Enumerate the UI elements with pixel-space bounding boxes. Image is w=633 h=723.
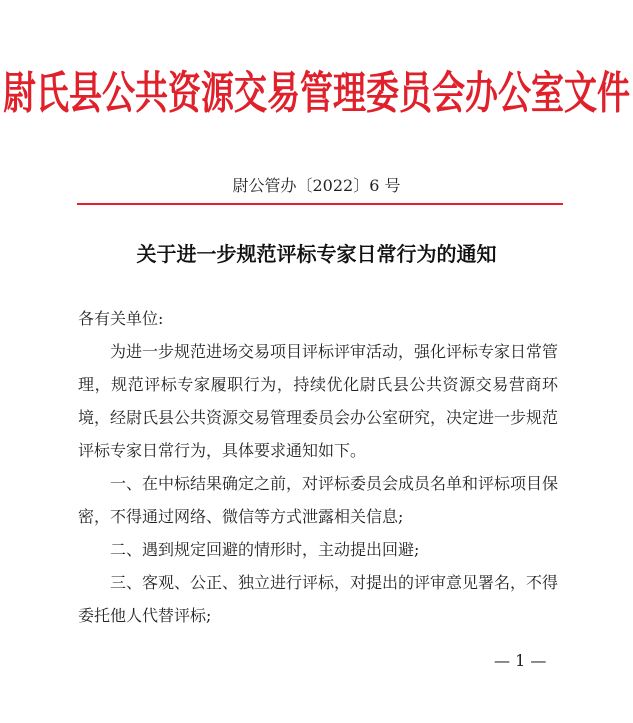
paragraph-item-2: 二、遇到规定回避的情形时，主动提出回避; [110, 540, 420, 559]
salutation: 各有关单位: [78, 309, 164, 328]
paragraph-intro: 为进一步规范进场交易项目评标评审活动，强化评标专家日常管理，规范评标专家履职行为，持续优化尉氏县公共资源交易营商环境，经尉氏县公共资源交易管理委员会办公室研究，决定进一步规范评标专家日常行为，具体要求通知如下。 [78, 342, 559, 460]
document-title: 关于进一步规范评标专家日常行为的通知 [136, 242, 497, 266]
document-number: 尉公管办〔2022〕6 号 [232, 176, 401, 195]
page-number: — 1 — [494, 651, 547, 670]
org-header-title: 尉氏县公共资源交易管理委员会办公室文件 [3, 66, 630, 119]
paragraph-item-3: 三、客观、公正、独立进行评标，对提出的评审意见署名，不得委托他人代替评标; [78, 573, 559, 625]
red-divider-line [77, 203, 563, 205]
paragraph-item-1: 一、在中标结果确定之前，对评标委员会成员名单和评标项目保密，不得通过网络、微信等方式泄露相关信息; [78, 474, 559, 526]
document-body [78, 302, 558, 632]
